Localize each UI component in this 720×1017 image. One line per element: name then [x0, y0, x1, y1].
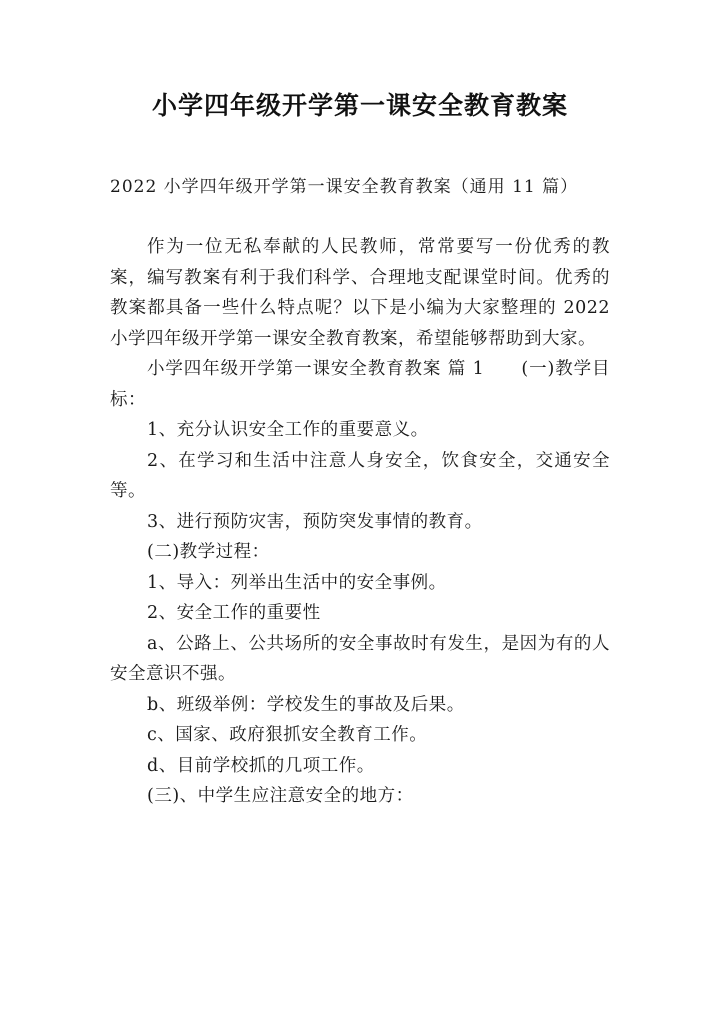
document-body: [110, 232, 610, 812]
paragraph-process-1: 1、导入：列举出生活中的安全事例。: [147, 572, 447, 593]
paragraph-item-a: a、公路上、公共场所的安全事故时有发生，是因为有的人安全意识不强。: [110, 633, 610, 684]
paragraph-goal-2: 2、在学习和生活中注意人身安全，饮食安全，交通安全等。: [110, 450, 610, 501]
document-title: 小学四年级开学第一课安全教育教案: [151, 91, 568, 120]
paragraph-item-d: d、目前学校抓的几项工作。: [147, 755, 375, 776]
paragraph-goal-1: 1、充分认识安全工作的重要意义。: [147, 420, 429, 440]
paragraph-section-3-heading: (三)、中学生应注意安全的地方：: [147, 786, 414, 806]
paragraph-process-heading: (二)教学过程：: [147, 542, 270, 562]
paragraph-goal-3: 3、进行预防灾害，预防突发事情的教育。: [147, 511, 483, 532]
paragraph-intro: 作为一位无私奉献的人民教师，常常要写一份优秀的教案，编写教案有利于我们科学、合理地支配课堂时间。优秀的教案都具备一些什么特点呢？以下是小编为大家整理的 2022 小学四年级开学第一课安全教育教案，希望能够帮助到大家。: [110, 237, 610, 349]
paragraph-process-2: 2、安全工作的重要性: [147, 603, 321, 623]
paragraph-item-b: b、班级举例：学校发生的事故及后果。: [147, 694, 465, 715]
paragraph-item-c: c、国家、政府狠抓安全教育工作。: [147, 725, 428, 745]
document-subtitle: 2022 小学四年级开学第一课安全教育教案（通用 11 篇）: [110, 177, 579, 197]
paragraph-section-1-goals: 小学四年级开学第一课安全教育教案 篇 1 (一)教学目标：: [110, 359, 610, 410]
